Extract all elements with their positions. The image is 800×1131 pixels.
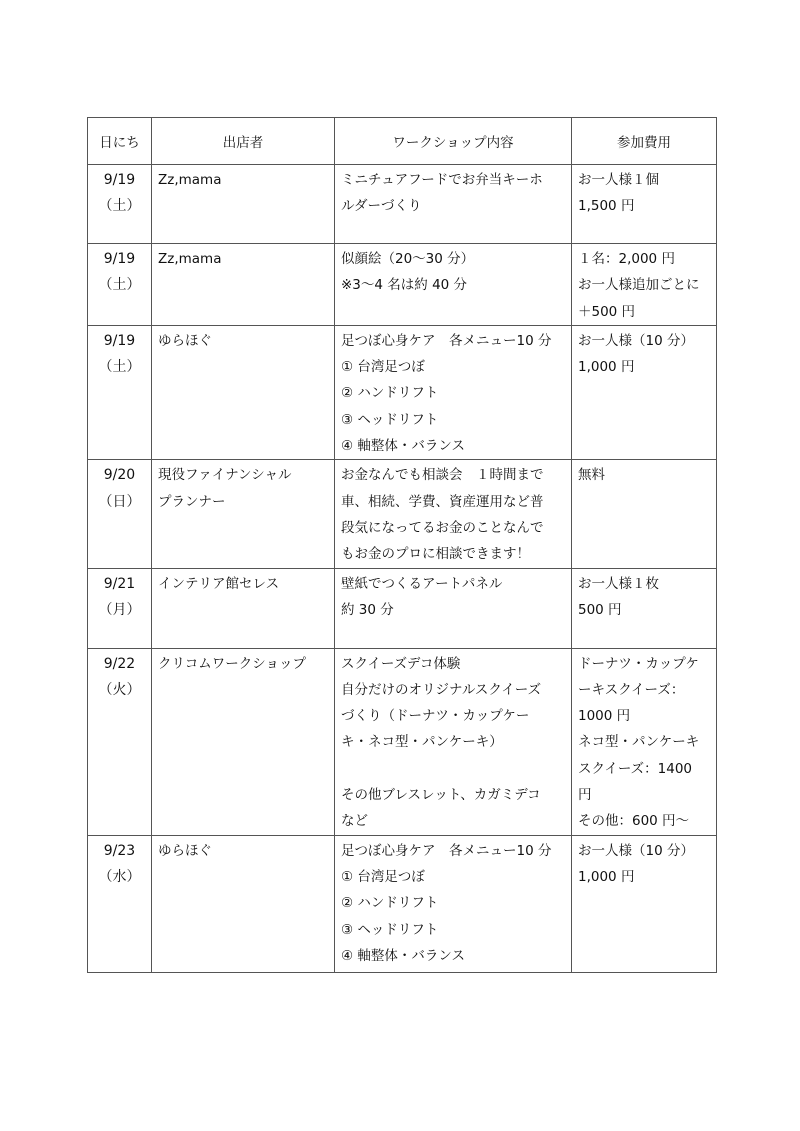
fee-line: 500 円	[578, 601, 622, 618]
table-row	[88, 325, 717, 459]
vendor-cell	[152, 325, 335, 459]
date-line: （日）	[98, 493, 141, 510]
content-line: など	[341, 813, 368, 830]
table-body	[88, 165, 717, 973]
table-row	[88, 835, 717, 972]
content-line: ③ ヘッドリフト	[341, 411, 439, 428]
date-line: 9/21	[103, 575, 136, 592]
content-line: 約 30 分	[341, 601, 394, 618]
table-row	[88, 648, 717, 835]
vendor-line: Zz,mama	[158, 172, 222, 188]
date-cell-content	[88, 326, 151, 381]
date-cell	[88, 835, 152, 972]
fee-cell	[572, 165, 717, 244]
table-row	[88, 244, 717, 326]
date-cell-content	[88, 649, 151, 704]
vendor-line: ゆらほぐ	[158, 842, 212, 859]
table-row	[88, 460, 717, 568]
vendor-line: 現役ファイナンシャル	[158, 467, 292, 484]
header-row	[88, 118, 717, 165]
content-cell	[335, 165, 572, 244]
content-cell	[335, 568, 572, 648]
content-line	[341, 756, 565, 782]
content-line: 車、相続、学費、資産運用など普	[341, 493, 544, 510]
vendor-cell-content	[152, 460, 334, 515]
date-line: 9/22	[103, 655, 136, 672]
date-line: （月）	[98, 601, 141, 618]
content-line: ② ハンドリフト	[341, 385, 439, 402]
content-line: ① 台湾足つぼ	[341, 359, 425, 376]
content-cell-content	[335, 460, 571, 567]
content-cell-content	[335, 569, 571, 624]
content-cell	[335, 325, 572, 459]
content-cell-content	[335, 649, 571, 835]
date-cell-content	[88, 165, 151, 220]
date-line: （土）	[98, 198, 141, 215]
vendor-line: インテリア館セレス	[158, 575, 280, 592]
fee-cell-content	[572, 165, 716, 220]
content-line: キ・ネコ型・パンケーキ）	[341, 734, 503, 751]
fee-line: お一人様（10 分）	[578, 842, 694, 859]
vendor-cell-content	[152, 569, 334, 597]
fee-cell-content	[572, 326, 716, 381]
content-line: もお金のプロに相談できます！	[341, 546, 530, 563]
fee-cell	[572, 835, 717, 972]
vendor-cell	[152, 568, 335, 648]
content-line: ④ 軸整体・バランス	[341, 947, 465, 964]
content-line: ※3～4 名は約 40 分	[341, 277, 468, 294]
content-cell	[335, 460, 572, 568]
fee-cell	[572, 325, 717, 459]
vendor-cell	[152, 165, 335, 244]
content-line: ④ 軸整体・バランス	[341, 438, 465, 455]
date-line: （土）	[98, 277, 141, 294]
date-cell	[88, 648, 152, 835]
content-line: ミニチュアフードでお弁当キーホ	[341, 172, 543, 188]
content-cell-content	[335, 836, 571, 969]
fee-line: お一人様１個	[578, 172, 659, 188]
table-row	[88, 165, 717, 244]
fee-line: お一人様追加ごとに	[578, 277, 700, 294]
date-line: 9/20	[103, 467, 136, 484]
fee-cell-content	[572, 836, 716, 891]
fee-line: ドーナツ・カップケ	[578, 655, 699, 672]
fee-line: 円	[578, 787, 592, 804]
vendor-line: プランナー	[158, 493, 226, 510]
content-line: スクイーズデコ体験	[341, 655, 461, 672]
workshop-schedule-table	[87, 117, 717, 973]
content-cell-content	[335, 165, 571, 220]
date-cell-content	[88, 460, 151, 515]
fee-line: 1,500 円	[578, 198, 635, 215]
header-vendor: 出店者	[152, 118, 335, 165]
date-cell	[88, 460, 152, 568]
fee-line: １名：2,000 円	[578, 251, 675, 267]
date-cell-content	[88, 836, 151, 891]
date-line: （水）	[98, 868, 141, 885]
fee-cell-content	[572, 244, 716, 325]
date-line: （火）	[98, 681, 141, 698]
vendor-cell	[152, 460, 335, 568]
content-line: ① 台湾足つぼ	[341, 868, 425, 885]
content-cell-content	[335, 326, 571, 459]
content-line: 段気になってるお金のことなんで	[341, 519, 544, 536]
fee-line: ＋500 円	[578, 303, 636, 320]
content-line: ② ハンドリフト	[341, 895, 439, 912]
vendor-cell-content	[152, 165, 334, 193]
date-line: 9/19	[103, 332, 136, 349]
header-date: 日にち	[88, 118, 152, 165]
content-line: お金なんでも相談会 １時間まで	[341, 467, 544, 484]
fee-cell	[572, 568, 717, 648]
fee-line: お一人様１枚	[578, 575, 659, 592]
vendor-cell	[152, 835, 335, 972]
date-cell-content	[88, 244, 151, 299]
header-fee: 参加費用	[572, 118, 717, 165]
date-line: （土）	[98, 359, 141, 376]
fee-line: 無料	[578, 467, 605, 484]
content-line: 壁紙でつくるアートパネル	[341, 575, 503, 592]
fee-line: 1,000 円	[578, 868, 635, 885]
content-line: 自分だけのオリジナルスクイーズ	[341, 681, 542, 698]
vendor-cell	[152, 648, 335, 835]
date-cell	[88, 568, 152, 648]
fee-cell	[572, 460, 717, 568]
fee-line: ネコ型・パンケーキ	[578, 734, 700, 751]
content-cell-content	[335, 244, 571, 299]
fee-line: スクイーズ：1400	[578, 760, 693, 777]
fee-cell	[572, 648, 717, 835]
content-cell	[335, 835, 572, 972]
vendor-cell-content	[152, 649, 334, 677]
content-line: ③ ヘッドリフト	[341, 921, 439, 938]
date-cell-content	[88, 569, 151, 624]
date-line: 9/19	[103, 251, 136, 267]
date-line: 9/19	[103, 172, 136, 188]
fee-cell	[572, 244, 717, 326]
content-line: その他ブレスレット、カガミデコ	[341, 787, 541, 804]
fee-cell-content	[572, 569, 716, 624]
date-cell	[88, 165, 152, 244]
vendor-line: クリコムワークショップ	[158, 655, 306, 672]
fee-line: 1,000 円	[578, 359, 635, 376]
fee-cell-content	[572, 460, 716, 488]
table-row	[88, 568, 717, 648]
vendor-cell-content	[152, 244, 334, 272]
fee-line: ーキスクイーズ：	[578, 681, 685, 698]
content-cell	[335, 244, 572, 326]
vendor-line: ゆらほぐ	[158, 332, 212, 349]
vendor-line: Zz,mama	[158, 251, 222, 267]
vendor-cell-content	[152, 326, 334, 354]
fee-line: その他：600 円～	[578, 813, 690, 830]
vendor-cell	[152, 244, 335, 326]
vendor-cell-content	[152, 836, 334, 864]
fee-cell-content	[572, 649, 716, 835]
date-cell	[88, 244, 152, 326]
date-cell	[88, 325, 152, 459]
content-line: づくり（ドーナツ・カップケー	[341, 708, 530, 725]
fee-line: お一人様（10 分）	[578, 332, 694, 349]
content-line: ルダーづくり	[341, 198, 422, 215]
content-line: 似顔絵（20～30 分）	[341, 251, 475, 267]
content-line: 足つぼ心身ケア 各メニュー10 分	[341, 332, 552, 349]
header-content: ワークショップ内容	[335, 118, 572, 165]
content-cell	[335, 648, 572, 835]
content-line: 足つぼ心身ケア 各メニュー10 分	[341, 842, 552, 859]
date-line: 9/23	[103, 842, 136, 859]
fee-line: 1000 円	[578, 708, 631, 725]
